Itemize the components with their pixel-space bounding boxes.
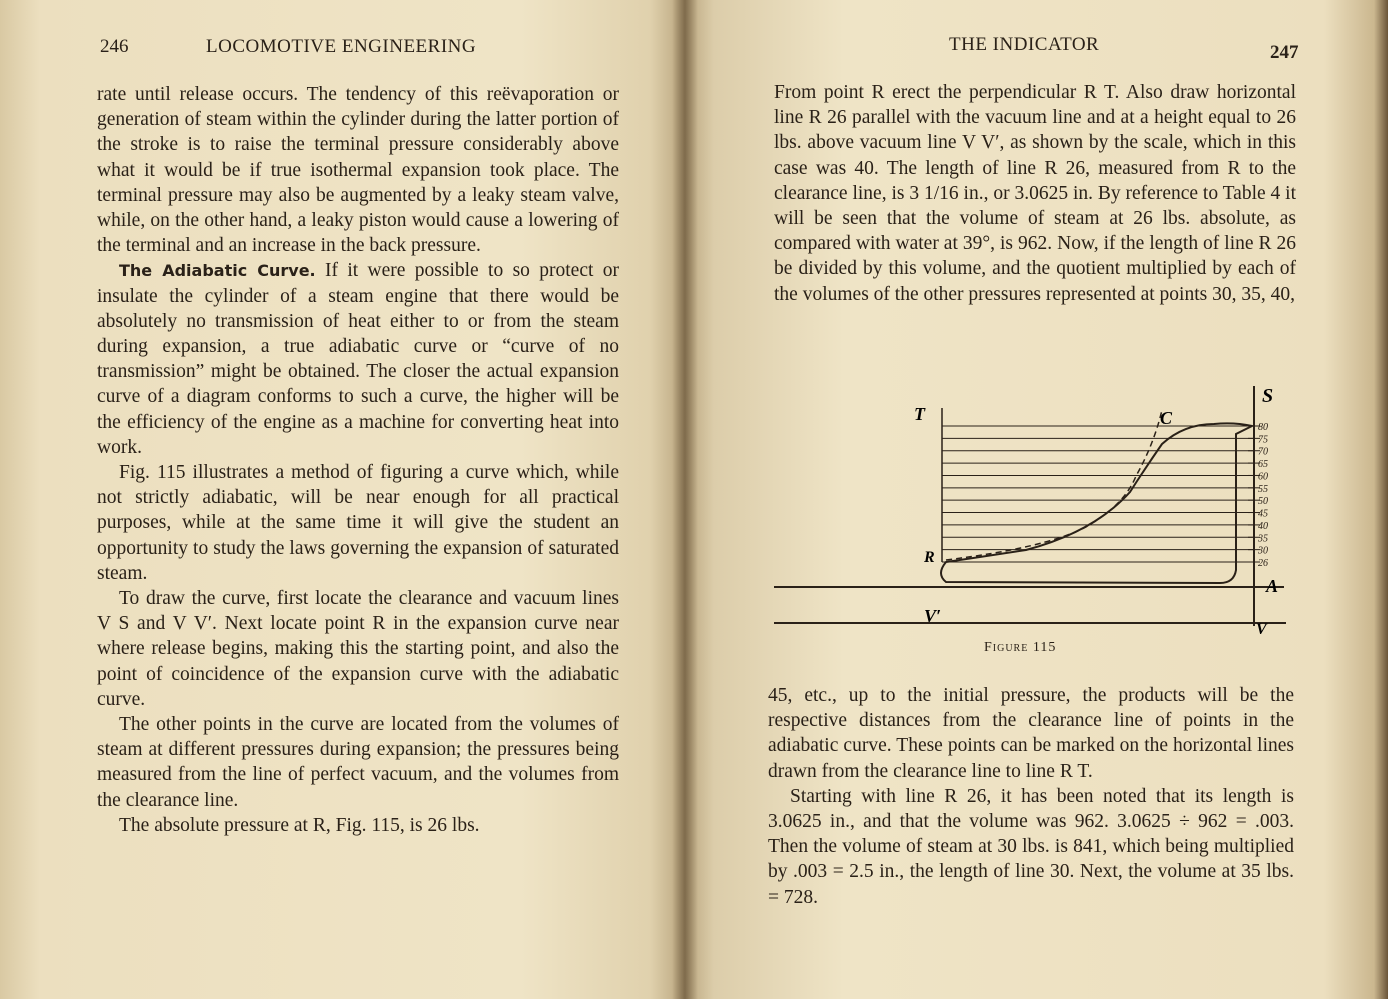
- figure-115-diagram: [764, 380, 1304, 636]
- right-page: [684, 0, 1388, 999]
- scale-label: 50: [1258, 496, 1268, 508]
- book-gutter: [672, 0, 698, 999]
- paragraph: The Adiabatic Curve. If it were possible to so protect or insulate the cylinder of a steam engine that there would be absolutely no transmission of heat either to or from the steam during expansion, a true adiabatic curve or “curve of no transmission” might be obtained. The closer the actual expansion curve of a diagram conforms to such a curve, the higher will be the efficiency of the engine as a machine for converting heat into work.: [97, 260, 620, 458]
- section-heading: The Adiabatic Curve.: [119, 261, 316, 281]
- label-v-prime: V′: [924, 606, 942, 626]
- label-r: R: [924, 549, 935, 566]
- paragraph: The absolute pressure at R, Fig. 115, is 26 lbs.: [119, 814, 480, 836]
- scale-label: 70: [1258, 446, 1268, 458]
- paragraph: The other points in the curve are located from the volumes of steam at different pressures during expansion; the pressures being measured from the line of perfect vacuum, and the volumes from the clearance line.: [97, 714, 619, 811]
- scale-label: 45: [1258, 508, 1268, 520]
- right-page-number: 247: [1270, 42, 1299, 63]
- label-a: A: [1266, 576, 1279, 596]
- right-running-head: THE INDICATOR: [949, 34, 1100, 55]
- paragraph: 45, etc., up to the initial pressure, the products will be the respective distances from the clearance line of points in the adiabatic curve. These points can be marked on the horizontal lines drawn from the clearance line to line R T.: [768, 685, 1294, 782]
- indicator-card-outline: [941, 423, 1252, 583]
- left-page-number: 246: [100, 36, 129, 57]
- left-page-body: [97, 82, 619, 838]
- scale-label: 80: [1258, 422, 1268, 433]
- paragraph: From point R erect the perpendicular R T. Also draw horizontal line R 26 parallel with the vacuum line and at a height equal to 26 lbs. above vacuum line V V′, as shown by the scale, which in this case was 40. The length of line R 26, measured from R to the clearance line, is 3 1/16 in., or 3.0625 in. By reference to Table 4 it will be seen that the volume of steam at 26 lbs. absolute, as compared with water at 39°, is 962. Now, if the length of line R 26 be divided by this volume, and the quotient multiplied by each of the volumes of the other pressures represented at points 30, 35, 40,: [774, 82, 1296, 305]
- scale-label: 26: [1258, 558, 1268, 569]
- pressure-lines: [942, 426, 1254, 562]
- scale-label: 75: [1258, 434, 1268, 446]
- scale-label: 40: [1258, 520, 1268, 532]
- right-page-body-bottom: [768, 683, 1294, 910]
- scale-label: 60: [1258, 471, 1268, 483]
- label-v: V: [1256, 621, 1267, 636]
- figure-caption: Figure 115: [984, 640, 1057, 655]
- pressure-scale: [1248, 422, 1268, 569]
- scale-label: 30: [1258, 545, 1268, 557]
- label-t: T: [914, 404, 925, 424]
- label-s: S: [1262, 385, 1274, 407]
- label-c: C: [1160, 408, 1173, 428]
- paragraph: rate until release occurs. The tendency of this reëvaporation or generation of steam within the cylinder during the latter portion of the stroke is to raise the terminal pressure considerably above what it would be if true isothermal expansion took place. The terminal pressure may also be augmented by a leaky steam valve, while, on the other hand, a leaky piston would cause a lowering of the terminal and an increase in the back pressure.: [97, 84, 619, 257]
- scale-label: 35: [1258, 533, 1268, 545]
- left-page: [0, 0, 684, 999]
- right-page-body-top: [774, 80, 1296, 307]
- paragraph: Fig. 115 illustrates a method of figuring a curve which, while not strictly adiabatic, will be near enough for all practical purposes, while at the same time it will give the student an opportunity to study the laws governing the expansion of saturated steam.: [97, 462, 619, 584]
- scale-label: 65: [1258, 459, 1268, 471]
- left-running-head: LOCOMOTIVE ENGINEERING: [206, 36, 477, 57]
- paragraph: To draw the curve, first locate the clearance and vacuum lines V S and V V′. Next locate point R in the expansion curve near where release begins, making this the starting point, and also the point of coincidence of the expansion curve with the adiabatic curve.: [97, 588, 619, 710]
- paragraph: Starting with line R 26, it has been noted that its length is 3.0625 in., and that the volume was 962. 3.0625 ÷ 962 = .003. Then the volume of steam at 30 lbs. is 841, which being multiplied by .003 = 2.5 in., the length of line 30. Next, the volume at 35 lbs. = 728.: [768, 785, 1294, 908]
- scale-label: 55: [1258, 483, 1268, 495]
